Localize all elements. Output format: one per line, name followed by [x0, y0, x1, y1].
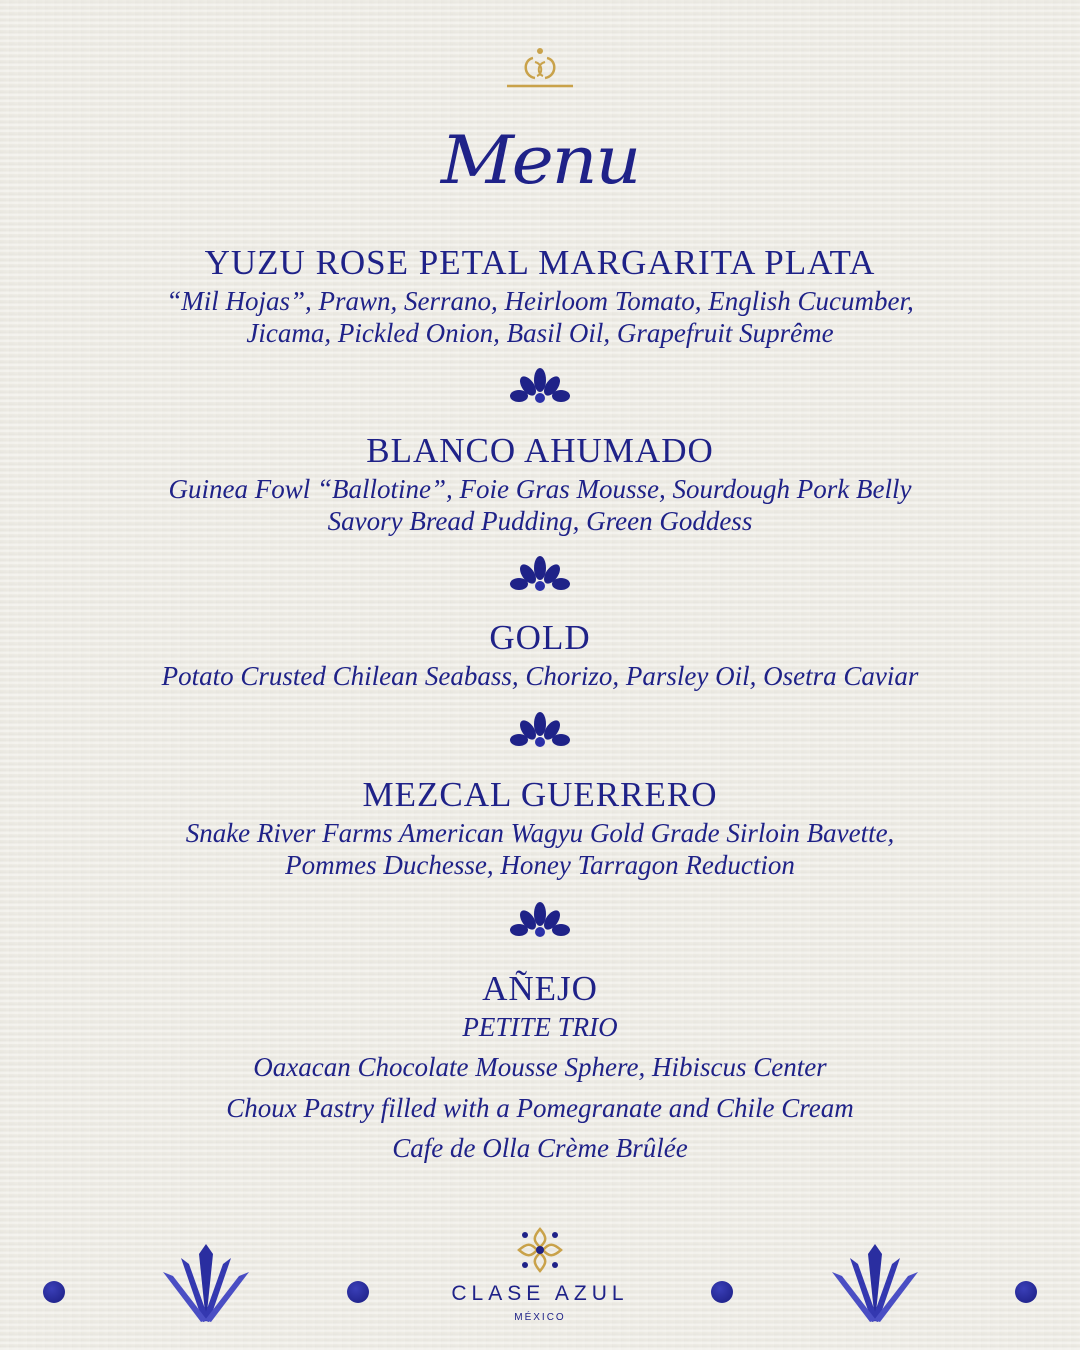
course-name: MEZCAL GUERRERO	[362, 775, 718, 814]
course-description-line: Cafe de Olla Crème Brûlée	[392, 1133, 688, 1163]
course-description-line: Oaxacan Chocolate Mousse Sphere, Hibiscus Center	[253, 1052, 827, 1082]
course-name: YUZU ROSE PETAL MARGARITA PLATA	[204, 243, 876, 282]
brand-emblem-icon	[517, 1227, 563, 1273]
course-name: BLANCO AHUMADO	[366, 431, 714, 470]
course-name: GOLD	[489, 618, 591, 657]
agave-flower-icon	[510, 708, 570, 748]
agave-plant-icon	[830, 1244, 920, 1324]
agave-flower-icon	[510, 898, 570, 938]
course-description-line: Potato Crusted Chilean Seabass, Chorizo, Parsley Oil, Osetra Caviar	[161, 661, 919, 691]
agave-flower-icon	[510, 364, 570, 404]
course-description-line: “Mil Hojas”, Prawn, Serrano, Heirloom Tomato, English Cucumber,	[166, 286, 914, 316]
course-description-line: Pommes Duchesse, Honey Tarragon Reduction	[285, 850, 795, 880]
course-description-line: Jicama, Pickled Onion, Basil Oil, Grapefruit Suprême	[246, 318, 834, 348]
course-name: AÑEJO	[482, 969, 598, 1008]
course-description-line: Snake River Farms American Wagyu Gold Grade Sirloin Bavette,	[185, 818, 895, 848]
decorative-dot	[1015, 1281, 1037, 1303]
monogram-icon	[505, 46, 575, 90]
course-description-line: Guinea Fowl “Ballotine”, Foie Gras Mousse, Sourdough Pork Belly	[168, 474, 912, 504]
agave-flower-icon	[510, 552, 570, 592]
menu-title: Menu	[440, 122, 640, 199]
brand-name: CLASE AZUL	[451, 1282, 629, 1305]
course-description-line: Savory Bread Pudding, Green Goddess	[327, 506, 753, 536]
decorative-dot	[711, 1281, 733, 1303]
brand-country: MÉXICO	[514, 1312, 566, 1323]
course-description-line: Choux Pastry filled with a Pomegranate and Chile Cream	[226, 1093, 854, 1123]
course-subtitle: PETITE TRIO	[462, 1012, 618, 1042]
